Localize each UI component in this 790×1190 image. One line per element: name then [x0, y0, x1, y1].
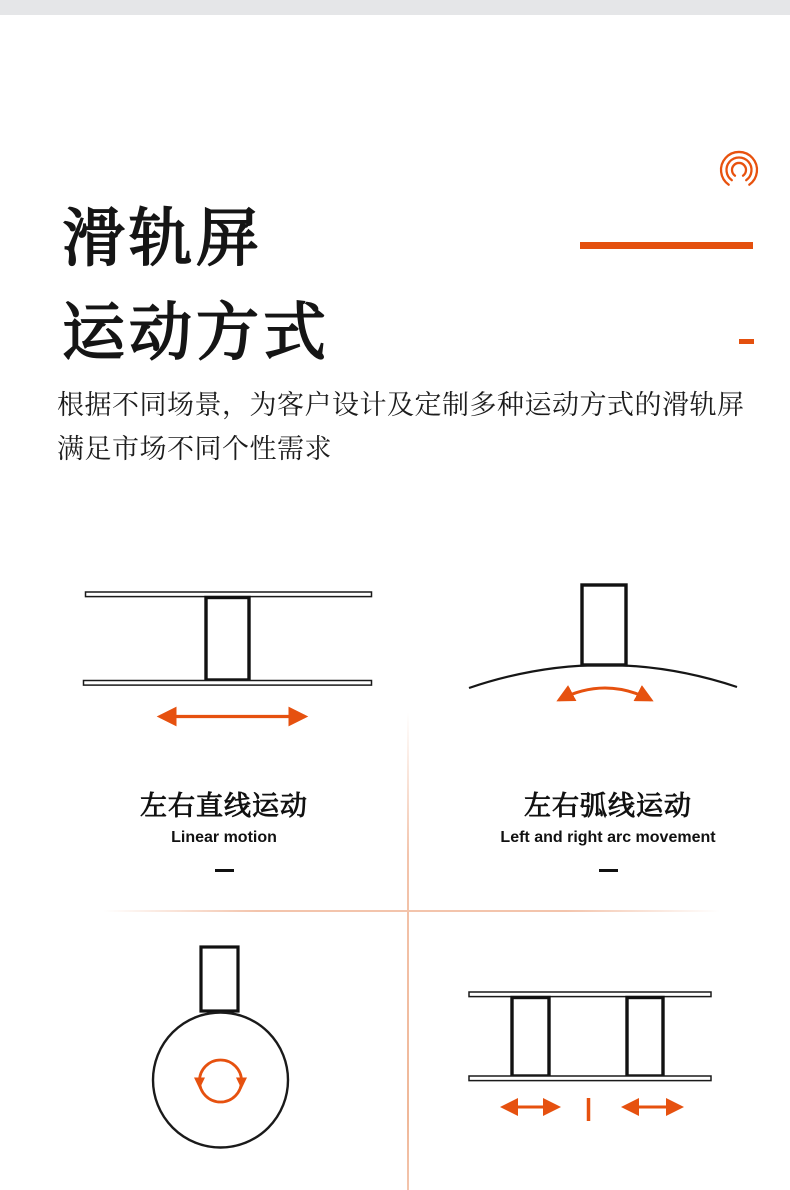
arc-motion-title-zh: 左右弧线运动	[524, 791, 692, 821]
page-title-line1: 滑轨屏	[62, 204, 263, 274]
top-strip	[0, 0, 790, 15]
page-title	[62, 192, 330, 380]
arc-motion-label	[458, 791, 758, 872]
screen-rect-right	[627, 998, 663, 1077]
screen-rect-left	[512, 998, 549, 1077]
linear-motion-title-en: Linear motion	[171, 829, 277, 846]
curved-rail	[469, 665, 737, 688]
dual-slide-motion-diagram	[460, 985, 720, 1130]
rotation-motion-diagram	[140, 940, 310, 1155]
rail-bottom	[469, 1076, 711, 1081]
rail-top	[469, 992, 711, 997]
concentric-arcs-icon	[717, 149, 761, 193]
arc-motion-diagram	[455, 578, 755, 718]
accent-bar	[580, 242, 753, 249]
rail-bottom	[84, 681, 372, 686]
screen-rect	[201, 947, 238, 1011]
vertical-divider	[407, 712, 409, 1190]
rotation-disc	[153, 1013, 288, 1148]
curved-double-arrow-icon	[559, 688, 651, 700]
linear-motion-label	[74, 791, 374, 872]
page-title-line2: 运动方式	[62, 298, 330, 368]
linear-motion-diagram	[80, 585, 380, 735]
subtitle-line1: 根据不同场景，为客户设计及定制多种运动方式的滑轨屏	[57, 390, 745, 420]
accent-dash	[739, 339, 754, 344]
subtitle-line2: 满足市场不同个性需求	[57, 434, 332, 464]
screen-rect	[582, 585, 626, 665]
label-dash	[599, 869, 618, 872]
horizontal-divider	[103, 910, 720, 912]
label-dash	[215, 869, 234, 872]
linear-motion-title-zh: 左右直线运动	[140, 791, 308, 821]
screen-rect	[206, 598, 249, 681]
page-subtitle	[57, 383, 745, 471]
arc-motion-title-en: Left and right arc movement	[500, 829, 716, 846]
